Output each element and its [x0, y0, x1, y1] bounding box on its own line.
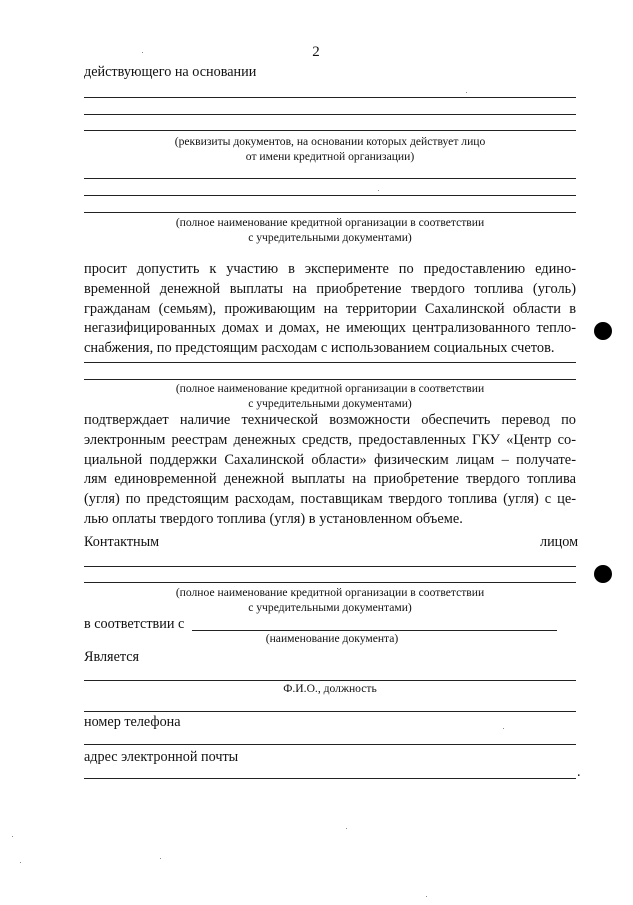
org-name-line-3 — [84, 212, 576, 213]
scan-speck — [466, 92, 467, 93]
confirm-paragraph — [84, 411, 576, 530]
caption-line: (полное наименование кредитной организации в соответствии — [175, 216, 485, 229]
paragraph-line: временной денежной выплаты на приобретение твердого топлива (уголь) — [84, 280, 576, 297]
paragraph-line: лью оплаты твердого топлива (угля) в установленном объеме. — [84, 510, 463, 527]
scan-speck — [160, 858, 161, 859]
paragraph-line: подтверждает наличие технической возможности обеспечить перевод по — [84, 412, 576, 428]
caption-org-name-3 — [84, 586, 576, 615]
contact-line-2 — [84, 582, 576, 583]
document-name-line — [192, 630, 557, 631]
caption-org-name-2 — [84, 382, 576, 411]
caption-line: от имени кредитной организации) — [245, 149, 415, 163]
closing-period: . — [577, 764, 581, 780]
scan-speck — [378, 190, 379, 191]
paragraph-line: циальной поддержки Сахалинской области» физическим лицам – получате- — [84, 451, 576, 468]
scan-speck — [12, 836, 13, 837]
paragraph-line: просит допустить к участию в эксперименте по предоставлению едино- — [84, 261, 576, 277]
scan-speck — [426, 896, 427, 897]
caption-line: (наименование документа) — [265, 632, 399, 645]
org-name-line-5 — [84, 379, 576, 380]
position-line — [84, 711, 576, 712]
paragraph-line: снабжения, по предстоящим расходам с использованием социальных счетов. — [84, 340, 555, 357]
caption-line: с учредительными документами) — [248, 230, 412, 244]
phone-line — [84, 744, 576, 745]
org-name-line-2 — [84, 195, 576, 196]
caption-full-name-position — [84, 682, 576, 697]
caption-line: (реквизиты документов, на основании которых действует лицо — [174, 135, 486, 148]
acting-basis-label: действующего на основании — [84, 64, 257, 80]
paragraph-line: гражданам (семьям), проживающим на территории Сахалинской области в — [84, 300, 576, 317]
basis-line-2 — [84, 114, 576, 115]
scan-speck — [142, 52, 143, 53]
punch-hole-bottom — [594, 565, 612, 583]
caption-line: (полное наименование кредитной организации в соответствии — [175, 586, 485, 599]
scan-speck — [20, 862, 21, 863]
email-label: адрес электронной почты — [84, 749, 239, 765]
email-line — [84, 778, 576, 779]
contact-line-1 — [84, 566, 576, 567]
phone-label: номер телефона — [84, 714, 181, 730]
paragraph-line: (угля) по предстоящим расходам, поставщикам твердого топлива (угля) с це- — [84, 491, 576, 508]
caption-document-name — [192, 632, 472, 647]
caption-org-name-1 — [84, 216, 576, 245]
request-paragraph — [84, 260, 576, 359]
basis-line-3 — [84, 130, 576, 131]
contact-label-right: лицом — [540, 534, 579, 550]
paragraph-line: негазифицированных домах и домах, не имеющих централизованного тепло- — [84, 320, 576, 337]
scan-speck — [503, 728, 504, 729]
basis-line-1 — [84, 97, 576, 98]
caption-line: (полное наименование кредитной организации в соответствии — [175, 382, 485, 395]
caption-basis-documents — [84, 135, 576, 164]
full-name-line — [84, 680, 576, 681]
contact-label-left: Контактным — [84, 534, 160, 550]
paragraph-line: электронным реестрам денежных средств, предоставленных ГКУ «Центр со- — [84, 431, 576, 448]
accordance-label: в соответствии с — [84, 616, 185, 632]
caption-line: Ф.И.О., должность — [283, 682, 377, 695]
org-name-line-4 — [84, 362, 576, 363]
caption-line: с учредительными документами) — [248, 396, 412, 410]
page-number: 2 — [312, 44, 320, 60]
org-name-line-1 — [84, 178, 576, 179]
is-label: Является — [84, 649, 140, 665]
scan-speck — [346, 828, 347, 829]
caption-line: с учредительными документами) — [248, 600, 412, 614]
punch-hole-top — [594, 322, 612, 340]
paragraph-line: лям единовременной денежной выплаты на приобретение твердого топлива — [84, 471, 576, 488]
